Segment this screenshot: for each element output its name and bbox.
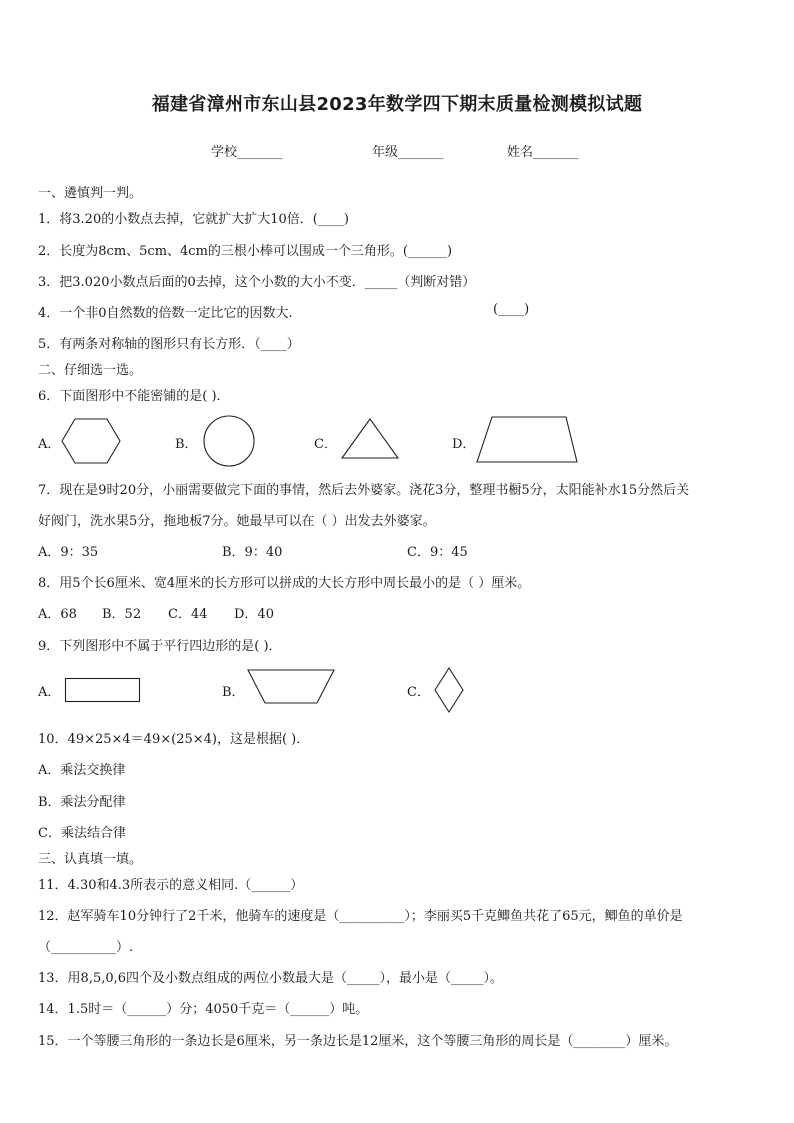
question-3: 3．把3.020小数点后面的0去掉，这个小数的大小不变．_____（判断对错） (38, 275, 476, 290)
q10-option-a: A．乘法交换律 (38, 763, 126, 778)
section-heading-judge: 一、遴慎判一判。 (38, 186, 143, 201)
q9-option-b-label: B． (222, 685, 245, 700)
trapezoid-inverted-shape (246, 668, 336, 706)
q6-option-a-label: A． (38, 437, 61, 452)
q6-option-d-label: D． (452, 437, 476, 452)
question-15: 15．一个等腰三角形的一条边长是6厘米，另一条边长是12厘米，这个等腰三角形的周长是（________）厘米。 (38, 1034, 678, 1049)
question-11: 11．4.30和4.3所表示的意义相同.（______） (38, 878, 304, 893)
question-7-line-1: 7．现在是9时20分，小丽需要做完下面的事情，然后去外婆家。浇花3分，整理书橱5分，太阳能补水15分然后关 (38, 483, 690, 498)
question-4-blank: (____) (493, 302, 530, 317)
triangle-shape (340, 417, 400, 461)
name-field: 姓名_______ (507, 145, 579, 160)
q9-option-c-label: C． (407, 685, 430, 700)
q9-option-a-label: A． (38, 685, 61, 700)
question-4: 4．一个非0自然数的倍数一定比它的因数大. (38, 306, 293, 321)
rhombus-shape (433, 666, 465, 714)
question-13: 13．用8,5,0,6四个及小数点组成的两位小数最大是（_____），最小是（_____）。 (38, 971, 504, 986)
hexagon-shape (60, 417, 122, 465)
grade-field: 年级_______ (372, 145, 444, 160)
question-5: 5．有两条对称轴的图形只有长方形．（____） (38, 337, 300, 352)
section-heading-choose: 二、仔细选一选。 (38, 363, 143, 378)
q7-option-b: B．9：40 (222, 545, 283, 560)
q8-option-d: D．40 (234, 607, 274, 622)
page-title: 福建省漳州市东山县2023年数学四下期末质量检测模拟试题 (151, 94, 643, 115)
q10-option-b: B．乘法分配律 (38, 795, 126, 810)
q8-option-c: C．44 (168, 607, 208, 622)
question-2: 2．长度为8cm、5cm、4cm的三根小棒可以围成一个三角形。(______) (38, 244, 453, 259)
q6-option-c-label: C． (314, 437, 337, 452)
question-7-line-2: 好阀门，洗水果5分，拖地板7分。她最早可以在（ ）出发去外婆家。 (38, 514, 436, 529)
q8-option-b: B．52 (102, 607, 142, 622)
circle-shape (202, 414, 256, 468)
rectangle-shape (64, 677, 142, 704)
question-12-line-1: 12．赵军骑车10分钟行了2千米，他骑车的速度是（__________）；李丽买5千克鲫鱼共花了65元，鲫鱼的单价是 (38, 909, 683, 924)
school-field: 学校_______ (211, 145, 283, 160)
question-14: 14．1.5时＝（______）分；4050千克＝（______）吨。 (38, 1002, 369, 1017)
q8-option-a: A．68 (38, 607, 77, 622)
q7-option-a: A．9：35 (38, 545, 99, 560)
question-12-line-2: （__________）. (38, 940, 134, 955)
q7-option-c: C．9：45 (407, 545, 468, 560)
q10-option-c: C．乘法结合律 (38, 826, 126, 841)
question-10: 10．49×25×4＝49×(25×4)，这是根据( )． (38, 732, 310, 747)
question-8: 8．用5个长6厘米、宽4厘米的长方形可以拼成的大长方形中周长最小的是（ ）厘米。 (38, 576, 531, 591)
question-6: 6．下面图形中不能密铺的是( )． (38, 389, 230, 404)
question-1: 1．将3.20的小数点去掉，它就扩大扩大10倍．(____) (38, 212, 349, 227)
trapezoid-shape (474, 411, 580, 465)
question-9: 9．下列图形中不属于平行四边形的是( )． (38, 639, 282, 654)
section-heading-fill: 三、认真填一填。 (38, 852, 143, 867)
q6-option-b-label: B． (175, 437, 198, 452)
